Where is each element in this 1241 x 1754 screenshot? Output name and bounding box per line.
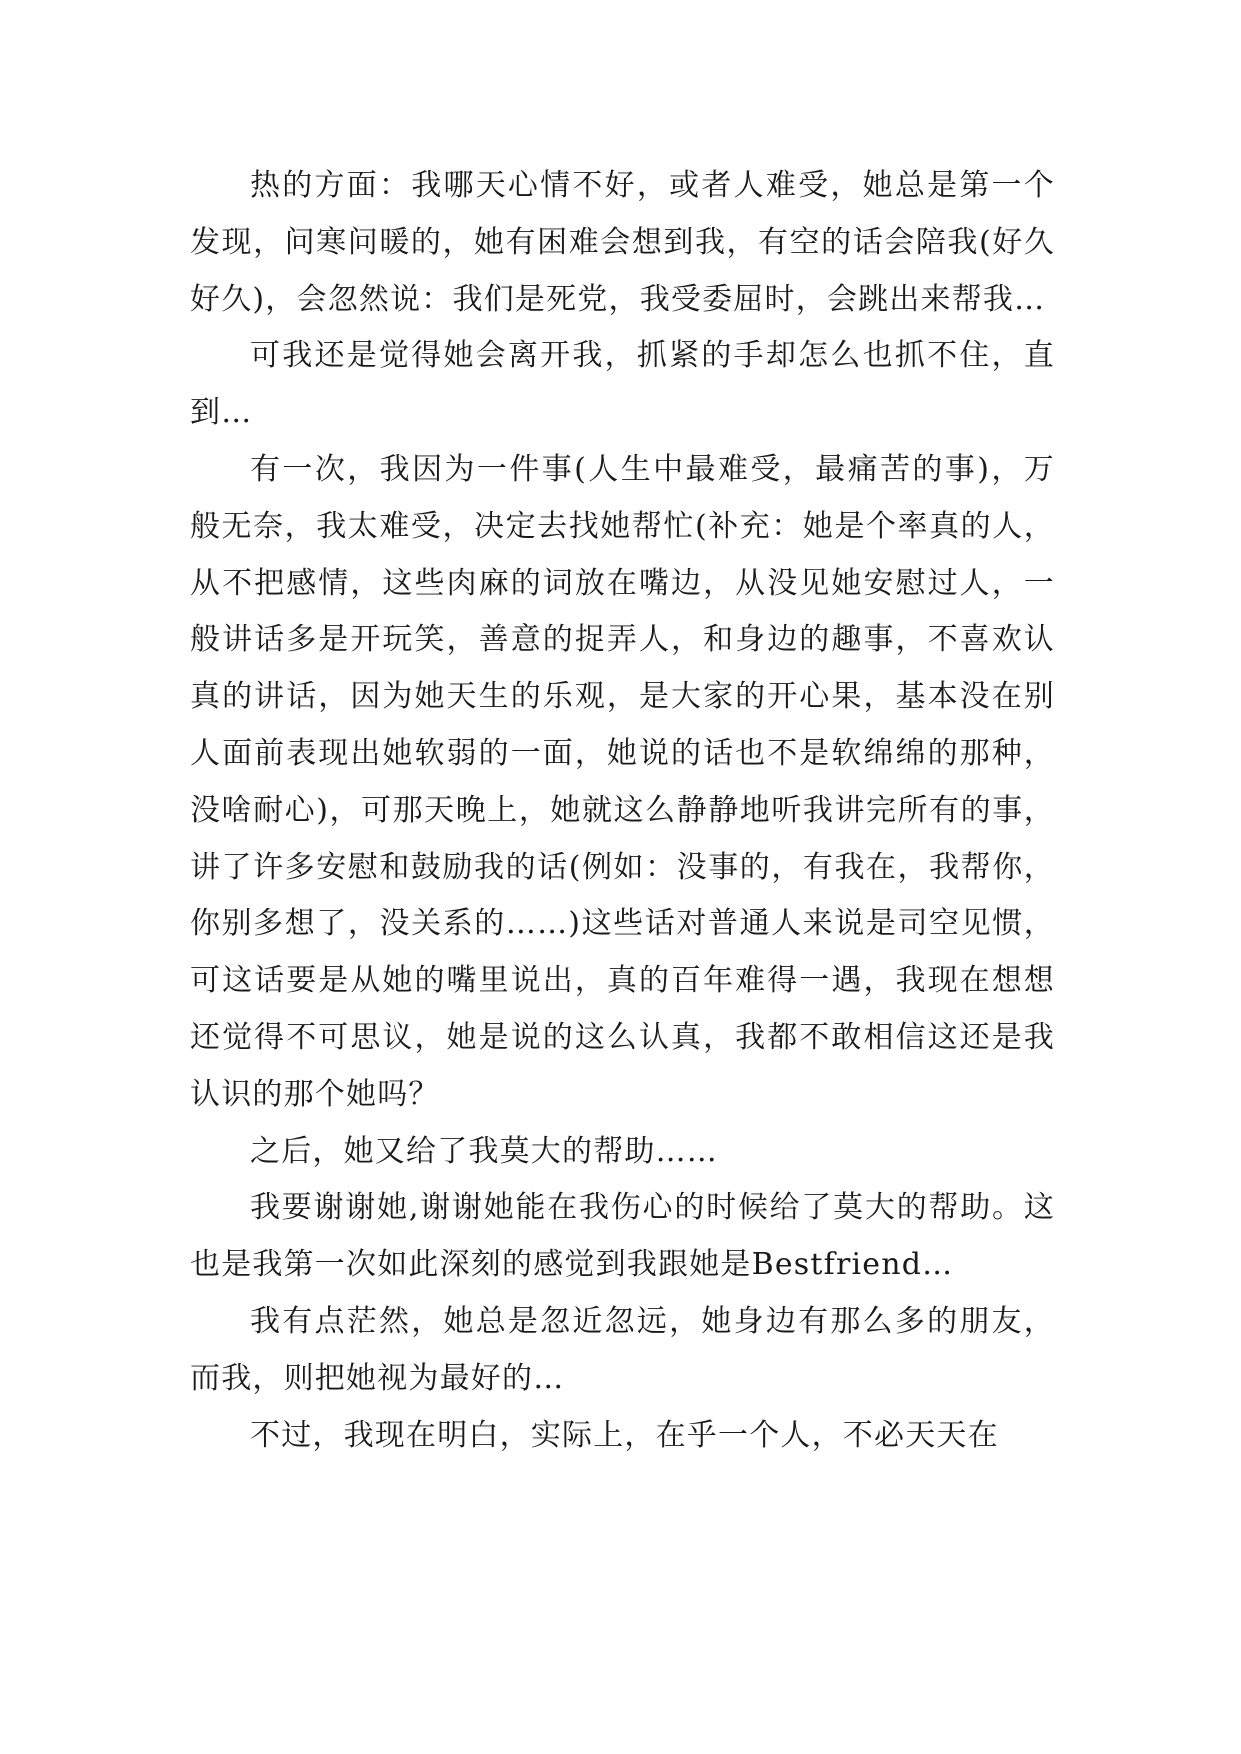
paragraph: 之后，她又给了我莫大的帮助…… xyxy=(250,1133,718,1169)
paragraph: 不过，我现在明白，实际上，在乎一个人，不必天天在 xyxy=(250,1417,999,1453)
paragraph: 有一次，我因为一件事(人生中最难受，最痛苦的事)，万般无奈，我太难受，决定去找她帮忙(补充：她是个率真的人，从不把感情，这些肉麻的词放在嘴边，从没见她安慰过人，一般讲话多是开玩笑，善意的捉弄人，和身边的趣事，不喜欢认真的讲话，因为她天生的乐观，是大家的开心果，基本没在别人面前表现出她软弱的一面，她说的话也不是软绵绵的那种，没啥耐心)，可那天晚上，她就这么静静地听我讲完所有的事，讲了许多安慰和鼓励我的话(例如：没事的，有我在，我帮你，你别多想了，没关系的……)这些话对普通人来说是司空见惯，可这话要是从她的嘴里说出，真的百年难得一遇，我现在想想还觉得不可思议，她是说的这么认真，我都不敢相信这还是我认识的那个她吗？ xyxy=(190,451,1055,1112)
paragraph: 可我还是觉得她会离开我，抓紧的手却怎么也抓不住，直到… xyxy=(190,338,1055,431)
paragraph: 热的方面：我哪天心情不好，或者人难受，她总是第一个发现，问寒问暖的，她有困难会想到我，有空的话会陪我(好久好久)，会忽然说：我们是死党，我受委屈时，会跳出来帮我… xyxy=(190,168,1055,317)
body-text xyxy=(190,158,1055,1464)
paragraph: 我要谢谢她,谢谢她能在我伤心的时候给了莫大的帮助。这也是我第一次如此深刻的感觉到我跟她是Bestfriend… xyxy=(190,1190,1055,1283)
paragraph: 我有点茫然，她总是忽近忽远，她身边有那么多的朋友，而我，则把她视为最好的… xyxy=(190,1303,1055,1396)
